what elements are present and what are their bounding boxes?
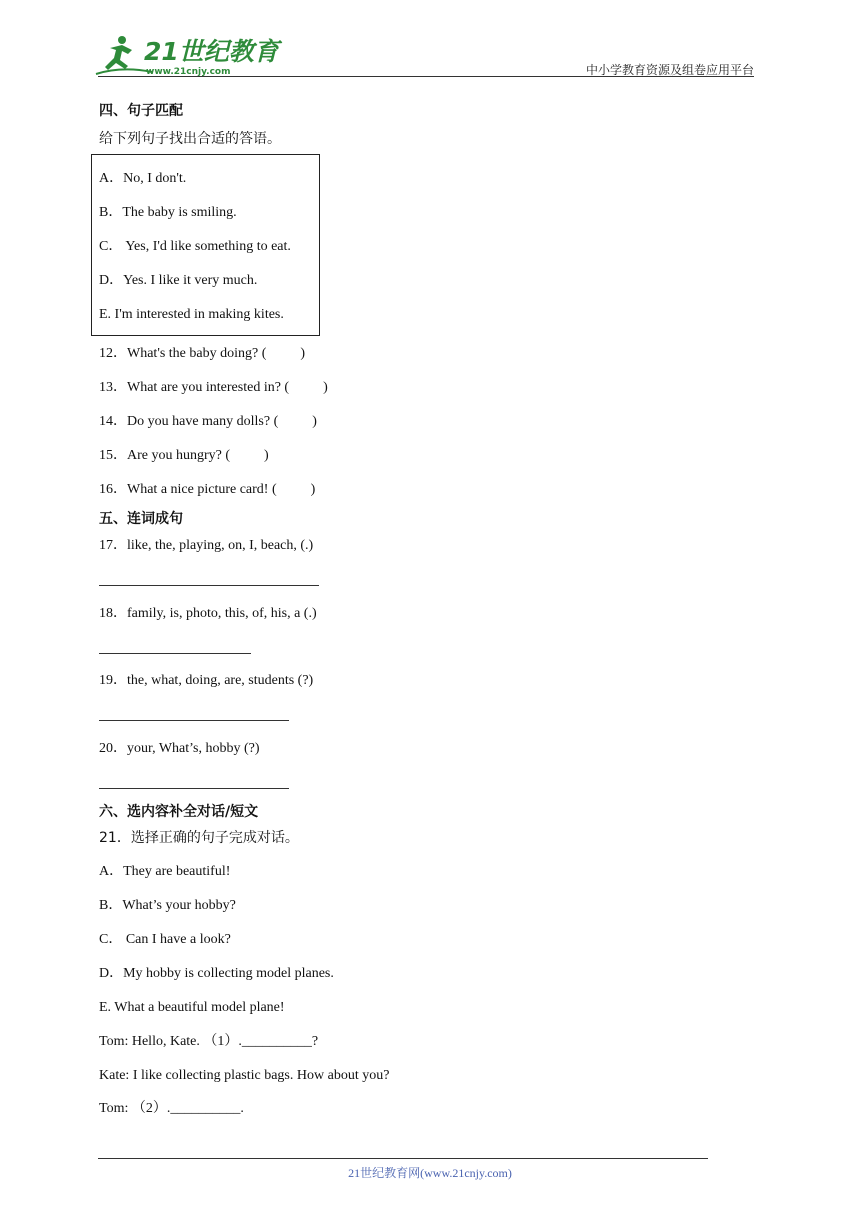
answer-line-20[interactable]	[99, 788, 289, 789]
option-e: E. I'm interested in making kites.	[99, 307, 284, 322]
question-16-text: 16．What a nice picture card! (	[99, 482, 277, 497]
question-15: 15．Are you hungry? ( )	[99, 448, 269, 463]
question-12-text: 12．What's the baby doing? (	[99, 346, 267, 361]
section-4-title: 四、句子匹配	[99, 103, 183, 119]
section-5-title: 五、连词成句	[99, 511, 183, 527]
question-18: 18．family, is, photo, this, of, his, a (.)	[99, 606, 317, 621]
question-16: 16．What a nice picture card! ( )	[99, 482, 316, 497]
question-12: 12．What's the baby doing? ( )	[99, 346, 306, 361]
question-20: 20．your, What’s, hobby (?)	[99, 741, 260, 756]
section-4-instruction: 给下列句子找出合适的答语。	[99, 131, 281, 147]
dialogue-line-2: Kate: I like collecting plastic bags. How about you?	[99, 1068, 390, 1083]
logo-url: www.21cnjy.com	[146, 67, 231, 77]
footer-link[interactable]: 21世纪教育网(www.21cnjy.com)	[348, 1166, 512, 1180]
question-15-text: 15．Are you hungry? (	[99, 448, 231, 463]
answer-line-17[interactable]	[99, 585, 319, 586]
question-14: 14．Do you have many dolls? ( )	[99, 414, 317, 429]
option-d: D．Yes. I like it very much.	[99, 273, 258, 288]
runner-logo-icon	[92, 30, 279, 78]
question-13-text: 13．What are you interested in? (	[99, 380, 290, 395]
site-logo	[92, 30, 279, 78]
dialogue-option-e: E. What a beautiful model plane!	[99, 1000, 285, 1015]
dialogue-line-1: Tom: Hello, Kate. （1）.__________?	[99, 1034, 319, 1049]
option-b: B．The baby is smiling.	[99, 205, 237, 220]
dialogue-option-d: D．My hobby is collecting model planes.	[99, 966, 334, 981]
dialogue-option-a: A．They are beautiful!	[99, 864, 231, 879]
dialogue-option-b: B．What’s your hobby?	[99, 898, 236, 913]
logo-text: 21世纪教育	[144, 37, 279, 66]
question-13: 13．What are you interested in? ( )	[99, 380, 328, 395]
dialogue-option-c: C． Can I have a look?	[99, 932, 231, 947]
option-a: A．No, I don't.	[99, 171, 187, 186]
answer-line-19[interactable]	[99, 720, 289, 721]
option-c: C． Yes, I'd like something to eat.	[99, 239, 291, 254]
question-14-text: 14．Do you have many dolls? (	[99, 414, 279, 429]
answer-line-18[interactable]	[99, 653, 251, 654]
section-6-title: 六、选内容补全对话/短文	[99, 804, 259, 820]
question-19: 19．the, what, doing, are, students (?)	[99, 673, 314, 688]
question-17: 17．like, the, playing, on, I, beach, (.)	[99, 538, 314, 553]
dialogue-line-3: Tom: （2）.__________.	[99, 1101, 244, 1116]
question-21: 21．选择正确的句子完成对话。	[99, 830, 299, 846]
header-divider	[98, 76, 754, 77]
footer-divider	[98, 1158, 708, 1159]
header-platform-title: 中小学教育资源及组卷应用平台	[585, 63, 754, 77]
